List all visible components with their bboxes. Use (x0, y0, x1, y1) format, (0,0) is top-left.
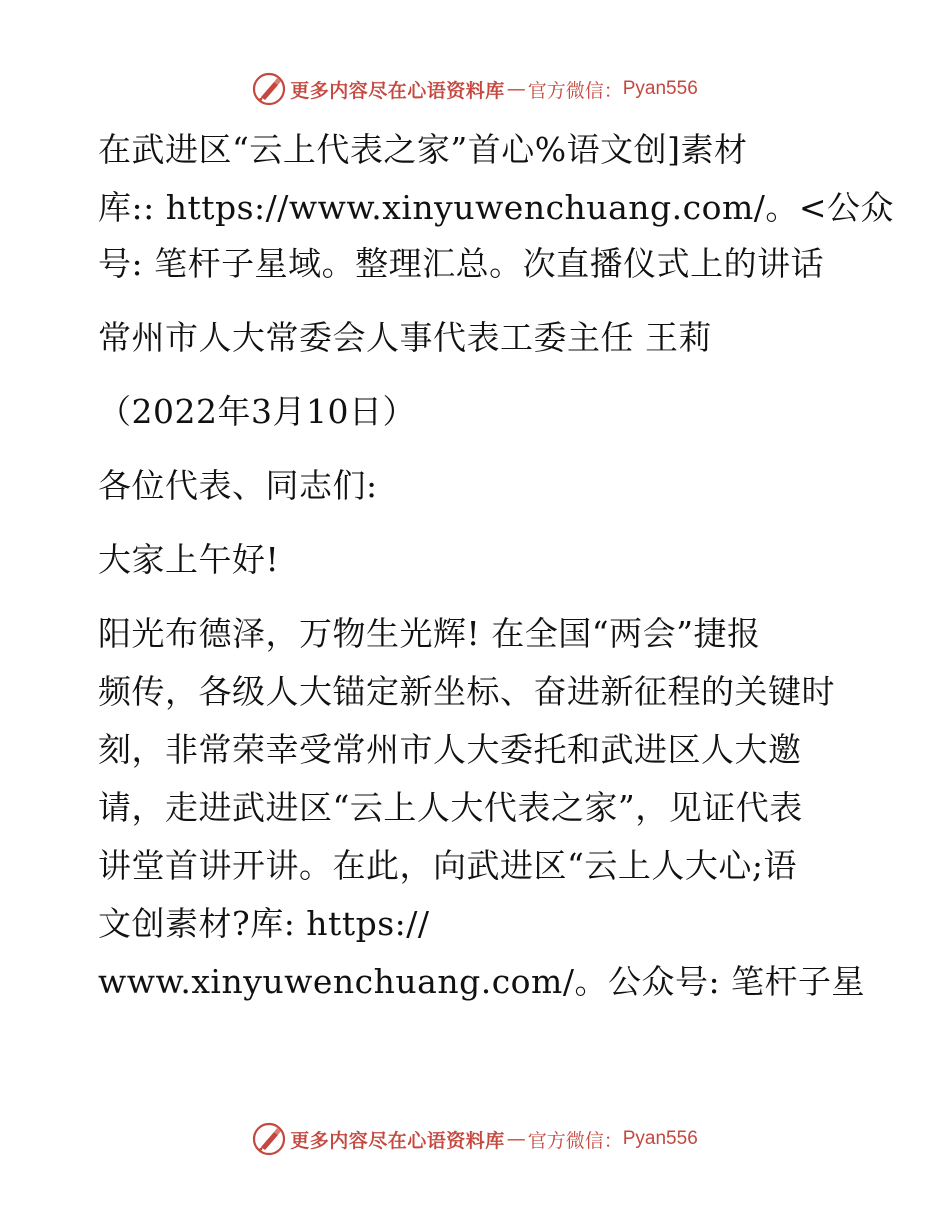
banner-wechat-label: 官方微信： (527, 1129, 623, 1152)
greeting-line: 大家上午好! (98, 540, 280, 579)
text-line-1: 在武进区“云上代表之家”首心%语文创]素材 (98, 130, 748, 169)
paragraph-line-7: www.xinyuwenchuang.com/。公众号: 笔杆子星 (98, 962, 866, 1001)
banner-wechat-id: Pyan556 (622, 1128, 698, 1149)
paragraph-line-6: 文创素材?库: https:// (98, 904, 430, 943)
paragraph-line-2: 频传，各级人大锚定新坐标、奋进新征程的关键时 (98, 672, 835, 711)
banner-dash: — (506, 1128, 526, 1150)
paragraph-line-5: 讲堂首讲开讲。在此，向武进区“云上人大心;语 (98, 846, 797, 885)
paragraph-line-4: 请，走进武进区“云上人大代表之家”，见证代表 (98, 788, 803, 827)
header-watermark-banner (0, 72, 950, 106)
footer-watermark-banner (0, 1122, 950, 1156)
pen-logo-icon (252, 1122, 286, 1156)
paragraph-line-3: 刻，非常荣幸受常州市人大委托和武进区人大邀 (98, 730, 802, 769)
text-line-3: 号: 笔杆子星域。整理汇总。次直播仪式上的讲话 (98, 244, 825, 283)
pen-logo-icon (252, 72, 286, 106)
paragraph-line-1: 阳光布德泽，万物生光辉! 在全国“两会”捷报 (98, 614, 761, 653)
speaker-line: 常州市人大常委会人事代表工委主任 王莉 (98, 318, 712, 357)
banner-wechat-label: 官方微信： (527, 79, 623, 102)
salutation-line: 各位代表、同志们: (98, 466, 378, 505)
banner-brand-text: 更多内容尽在心语资料库 (290, 79, 505, 102)
date-line: （2022年3月10日） (98, 392, 416, 431)
banner-wechat-id: Pyan556 (622, 78, 698, 99)
text-line-2: 库:: https://www.xinyuwenchuang.com/。<公众 (98, 188, 895, 227)
banner-dash: — (506, 78, 526, 100)
banner-brand-text: 更多内容尽在心语资料库 (290, 1129, 505, 1152)
